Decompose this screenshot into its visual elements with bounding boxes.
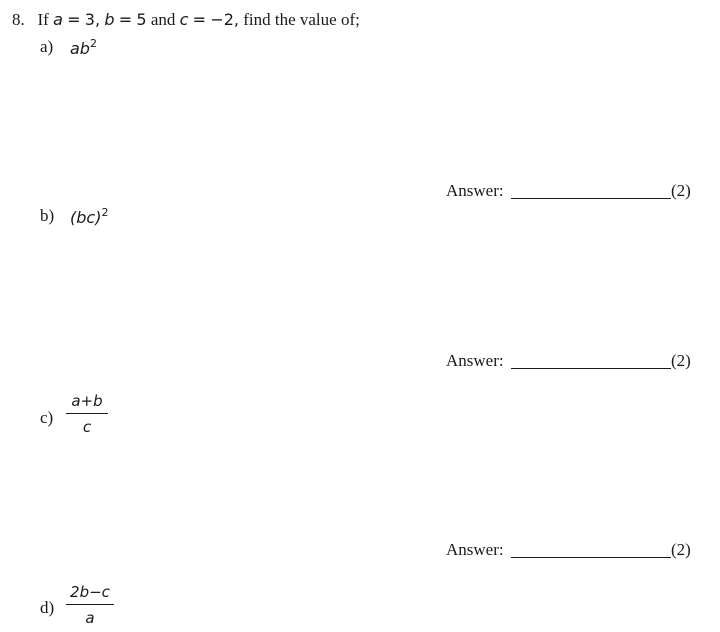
equals-sign: = <box>67 10 81 29</box>
answer-label: Answer: <box>446 351 504 370</box>
answer-line[interactable] <box>511 198 671 199</box>
marks: (2) <box>671 540 691 559</box>
question-intro: If <box>37 10 49 29</box>
part-a-base: ab <box>70 39 90 58</box>
question-tail: find the value of; <box>243 10 360 29</box>
part-d-denominator: a <box>85 609 95 627</box>
question-header <box>12 10 360 30</box>
answer-line[interactable] <box>511 368 671 369</box>
value-a: 3, <box>84 10 101 29</box>
question-number: 8. <box>12 10 25 29</box>
part-b-label: b) <box>40 206 55 225</box>
part-c-fraction <box>66 391 108 437</box>
answer-label: Answer: <box>446 540 504 559</box>
part-c-label: c) <box>40 408 54 427</box>
answer-label: Answer: <box>446 181 504 200</box>
part-d-numerator: 2b−c <box>70 583 110 601</box>
part-d-label: d) <box>40 598 55 617</box>
part-d-fraction <box>66 582 114 628</box>
part-a-expression <box>70 37 97 59</box>
fraction-bar <box>66 413 108 414</box>
var-b: b <box>104 10 115 29</box>
part-c-denominator: c <box>82 418 92 436</box>
part-c-numerator: a+b <box>71 392 103 410</box>
answer-line[interactable] <box>511 557 671 558</box>
value-b: 5 <box>136 10 147 29</box>
var-a: a <box>53 10 63 29</box>
marks: (2) <box>671 351 691 370</box>
part-b-expression <box>70 206 108 228</box>
part-a-exponent: 2 <box>89 37 97 50</box>
and-word: and <box>150 10 176 29</box>
value-c: −2, <box>210 10 239 29</box>
part-b-base: (bc) <box>70 208 102 227</box>
marks: (2) <box>671 181 691 200</box>
fraction-bar <box>66 604 114 605</box>
equals-sign: = <box>118 10 133 29</box>
var-c: c <box>179 10 189 29</box>
part-b-exponent: 2 <box>101 206 109 219</box>
part-a-label: a) <box>40 37 54 56</box>
equals-sign: = <box>192 10 207 29</box>
